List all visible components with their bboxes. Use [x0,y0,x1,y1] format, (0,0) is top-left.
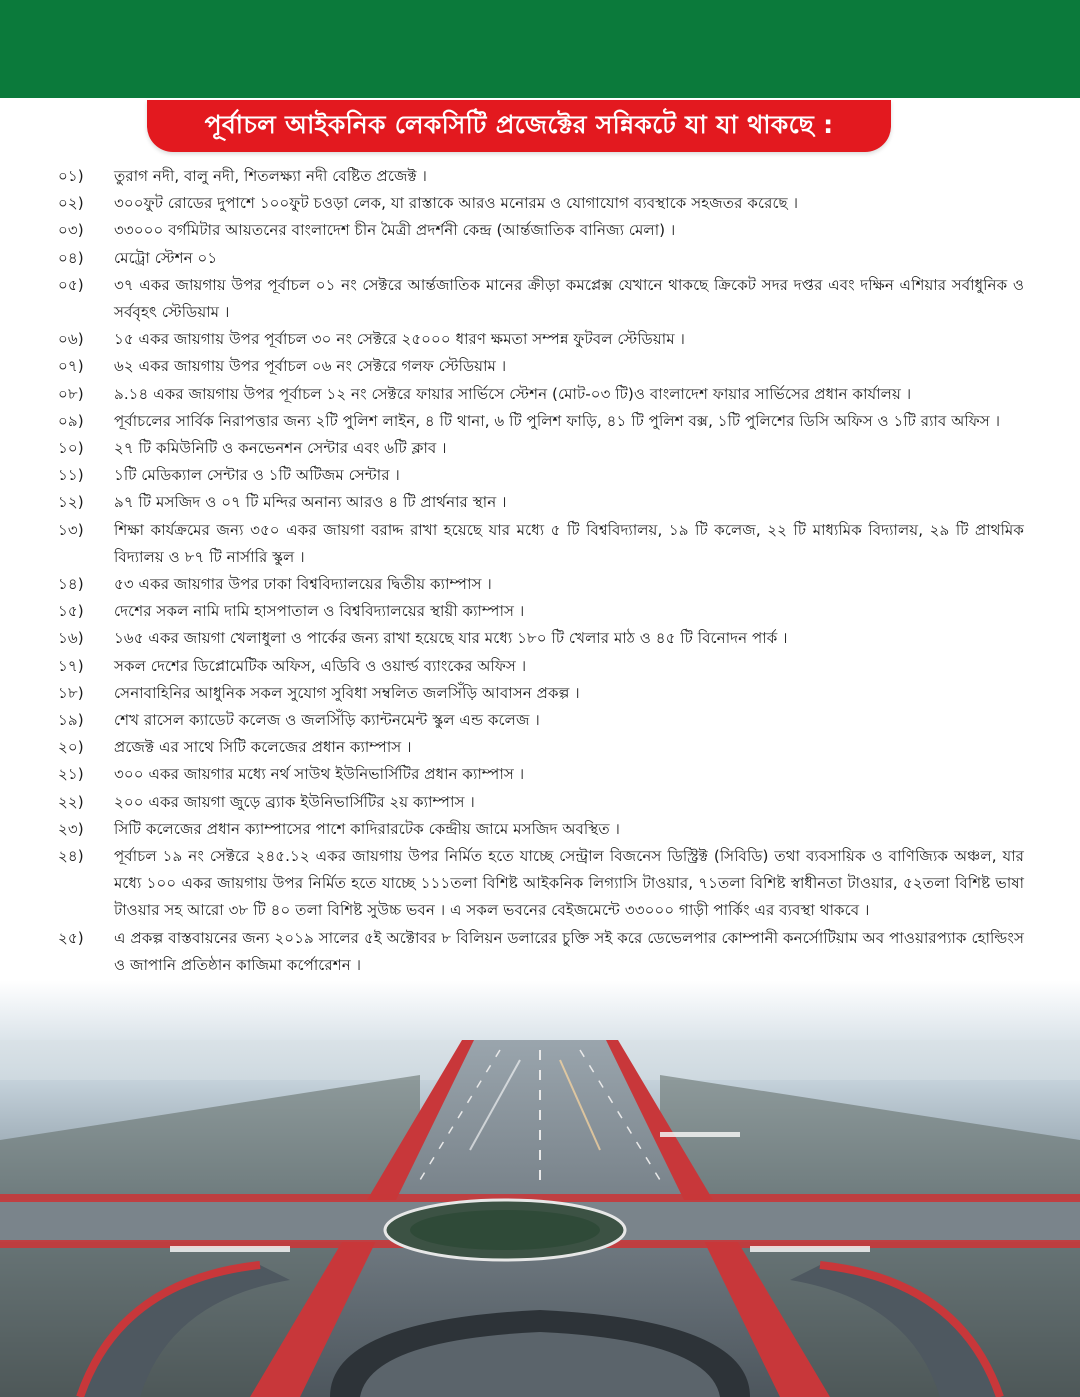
item-number: ১০) [58,439,84,458]
list-item [58,408,1024,435]
item-text: এ প্রকল্প বাস্তবায়নের জন্য ২০১৯ সালের ৫ই অক্টোবর ৮ বিলিয়ন ডলারের চুক্তি সই করে ডেভেলপার কোম্পানী কনর্সোটিয়াম অব পাওয়ারপ্যাক হোল্ডিংস ও জাপানি প্রতিষ্ঠান কাজিমা কর্পোরেশন । [114,928,1024,974]
list-item [58,353,1024,380]
item-text: ৫৩ একর জায়গার উপর ঢাকা বিশ্ববিদ্যালয়ের দ্বিতীয় ক্যাম্পাস । [114,575,492,594]
list-item [58,435,1024,462]
list-item [58,381,1024,408]
item-number: ১৬) [58,629,84,648]
item-number: ১১) [58,466,84,485]
item-number: ১৯) [58,711,84,730]
list-item [58,272,1024,326]
item-text: ৬২ একর জায়গায় উপর পূর্বাচল ০৬ নং সেক্টরে গলফ স্টেডিয়াম । [114,357,507,376]
list-item [58,163,1024,190]
item-text: সেনাবাহিনির আধুনিক সকল সুযোগ সুবিধা সম্বলিত জলসিঁড়ি আবাসন প্রকল্প । [114,683,580,702]
item-number: ১৮) [58,683,84,702]
list-item [58,925,1024,979]
road-interchange-illustration [0,980,1080,1397]
item-number: ০৩) [58,221,84,240]
list-item [58,625,1024,652]
item-number: ১৫) [58,602,84,621]
item-text: ৩৩০০০ বর্গমিটার আয়তনের বাংলাদেশ চীন মৈত্রী প্রদর্শনী কেন্দ্র (আর্ন্তজাতিক বানিজ্য মেলা) । [114,221,676,240]
item-text: ৩০০ফুট রোডের দুপাশে ১০০ফুট চওড়া লেক, যা রাস্তাকে আরও মনোরম ও যোগাযোগ ব্যবস্থাকে সহজতর করেছে । [114,194,799,213]
item-number: ১২) [58,493,84,512]
list-item [58,489,1024,516]
item-text: মেট্রো স্টেশন ০১ [114,248,218,267]
list-item [58,462,1024,489]
item-text: পূর্বাচল ১৯ নং সেক্টরে ২৪৫.১২ একর জায়গায় উপর নির্মিত হতে যাচ্ছে সেন্ট্রাল বিজনেস ডিস্ট্রিক্ট (সিবিডি) তথা ব্যবসায়িক ও বাণিজ্যিক অঞ্চল, যার মধ্যে ১০০ একর জায়গায় উপর নির্মিত হতে যাচ্ছে ১১১তলা বিশিষ্ট আইকনিক লিগ্যাসি টাওয়ার, ৭১তলা বিশিষ্ট স্বাধীনতা টাওয়ার, ৫২তলা বিশিষ্ট ভাষা টাওয়ার সহ আরো ৩৮ টি ৪০ তলা বিশিষ্ট সুউচ্চ ভবন । এ সকল ভবনের বেইজমেন্টে ৩৩০০০ গাড়ী পার্কিং এর ব্যবস্থা থাকবে । [114,847,1024,920]
list-item [58,734,1024,761]
page-title: পূর্বাচল আইকনিক লেকসিটি প্রজেক্টের সন্নিকটে যা যা থাকছে : [204,109,834,139]
item-number: ২৪) [58,847,84,866]
list-item [58,326,1024,353]
list-item [58,843,1024,925]
list-item [58,190,1024,217]
list-item [58,707,1024,734]
item-number: ০৬) [58,330,84,349]
list-item [58,761,1024,788]
list-item [58,816,1024,843]
item-number: ১৪) [58,575,84,594]
list-item [58,789,1024,816]
item-number: ০৭) [58,357,84,376]
item-text: ৯৭ টি মসজিদ ও ০৭ টি মন্দির অনান্য আরও ৪ টি প্রার্থনার স্থান । [114,493,507,512]
list-item [58,517,1024,571]
item-number: ২০) [58,738,84,757]
item-number: ১৩) [58,520,84,539]
item-text: ২৭ টি কমিউনিটি ও কনভেনশন সেন্টার এবং ৬টি ক্লাব । [114,439,447,458]
title-banner [147,100,891,152]
item-text: শিক্ষা কার্যক্রমের জন্য ৩৫০ একর জায়গা বরাদ্দ রাখা হয়েছে যার মধ্যে ৫ টি বিশ্ববিদ্যালয়, ১৯ টি কলেজ, ২২ টি মাধ্যমিক বিদ্যালয়, ২৯ টি প্রাথমিক বিদ্যালয় ও ৮৭ টি নার্সারি স্কুল । [114,520,1024,566]
item-number: ০৪) [58,248,84,267]
item-number: ০৮) [58,384,84,403]
item-text: ৩৭ একর জায়গায় উপর পূর্বাচল ০১ নং সেক্টরে আর্ন্তজাতিক মানের ক্রীড়া কমপ্লেক্স যেখানে থাকছে ক্রিকেট সদর দপ্তর এবং দক্ষিন এশিয়ার সর্বাধুনিক ও সর্ববৃহৎ স্টেডিয়াম । [114,275,1024,322]
item-text: ২০০ একর জায়গা জুড়ে ব্র্যাক ইউনিভার্সিটির ২য় ক্যাম্পাস । [114,792,475,811]
list-item [58,653,1024,680]
item-text: ১৬৫ একর জায়গা খেলাধুলা ও পার্কের জন্য রাখা হয়েছে যার মধ্যে ১৮০ টি খেলার মাঠ ও ৪৫ টি বিনোদন পার্ক । [114,629,788,648]
item-number: ২১) [58,765,84,784]
item-number: ১৭) [58,656,84,675]
item-text: তুরাগ নদী, বালু নদী, শিতলক্ষ্যা নদী বেষ্টিত প্রজেক্ট । [114,167,427,185]
list-item [58,680,1024,707]
item-text: ১৫ একর জায়গায় উপর পূর্বাচল ৩০ নং সেক্টরে ২৫০০০ ধারণ ক্ষমতা সম্পন্ন ফুটবল স্টেডিয়াম । [114,330,685,349]
list-item [58,571,1024,598]
item-number: ২৫) [58,928,84,947]
item-number: ০১) [58,167,84,185]
item-text: দেশের সকল নামি দামি হাসপাতাল ও বিশ্ববিদ্যালয়ের স্থায়ী ক্যাম্পাস । [114,602,525,621]
item-number: ০৯) [58,411,84,430]
item-text: সকল দেশের ডিপ্লোমেটিক অফিস, এডিবি ও ওয়ার্ল্ড ব্যাংকের অফিস । [114,656,527,675]
item-text: ১টি মেডিক্যাল সেন্টার ও ১টি অটিজম সেন্টার । [114,466,400,485]
list-item [58,598,1024,625]
top-green-band [0,0,1080,98]
item-text: শেখ রাসেল ক্যাডেট কলেজ ও জলসিঁড়ি ক্যান্টনমেন্ট স্কুল এন্ড কলেজ । [114,711,540,730]
item-text: ৯.১৪ একর জায়গায় উপর পূর্বাচল ১২ নং সেক্টরে ফায়ার সার্ভিসে স্টেশন (মোট-০৩ টি)ও বাংলাদেশ ফায়ার সার্ভিসের প্রধান কার্যালয় । [114,384,912,403]
item-number: ২৩) [58,819,84,838]
item-text: সিটি কলেজের প্রধান ক্যাম্পাসের পাশে কাদিরারটেক কেন্দ্রীয় জামে মসজিদ অবস্থিত । [114,819,620,838]
list-item [58,217,1024,244]
item-number: ০৫) [58,275,84,294]
item-text: প্রজেক্ট এর সাথে সিটি কলেজের প্রধান ক্যাম্পাস । [114,738,412,757]
item-number: ০২) [58,194,84,213]
item-number: ২২) [58,792,84,811]
facility-list [58,163,1024,979]
item-text: ৩০০ একর জায়গার মধ্যে নর্থ সাউথ ইউনিভার্সিটির প্রধান ক্যাম্পাস । [114,765,525,784]
list-item [58,245,1024,272]
item-text: পূর্বাচলের সার্বিক নিরাপত্তার জন্য ২টি পুলিশ লাইন, ৪ টি থানা, ৬ টি পুলিশ ফাড়ি, ৪১ টি পুলিশ বক্স, ১টি পুলিশের ডিসি অফিস ও ১টি র‍্যাব অফিস । [114,411,1001,430]
